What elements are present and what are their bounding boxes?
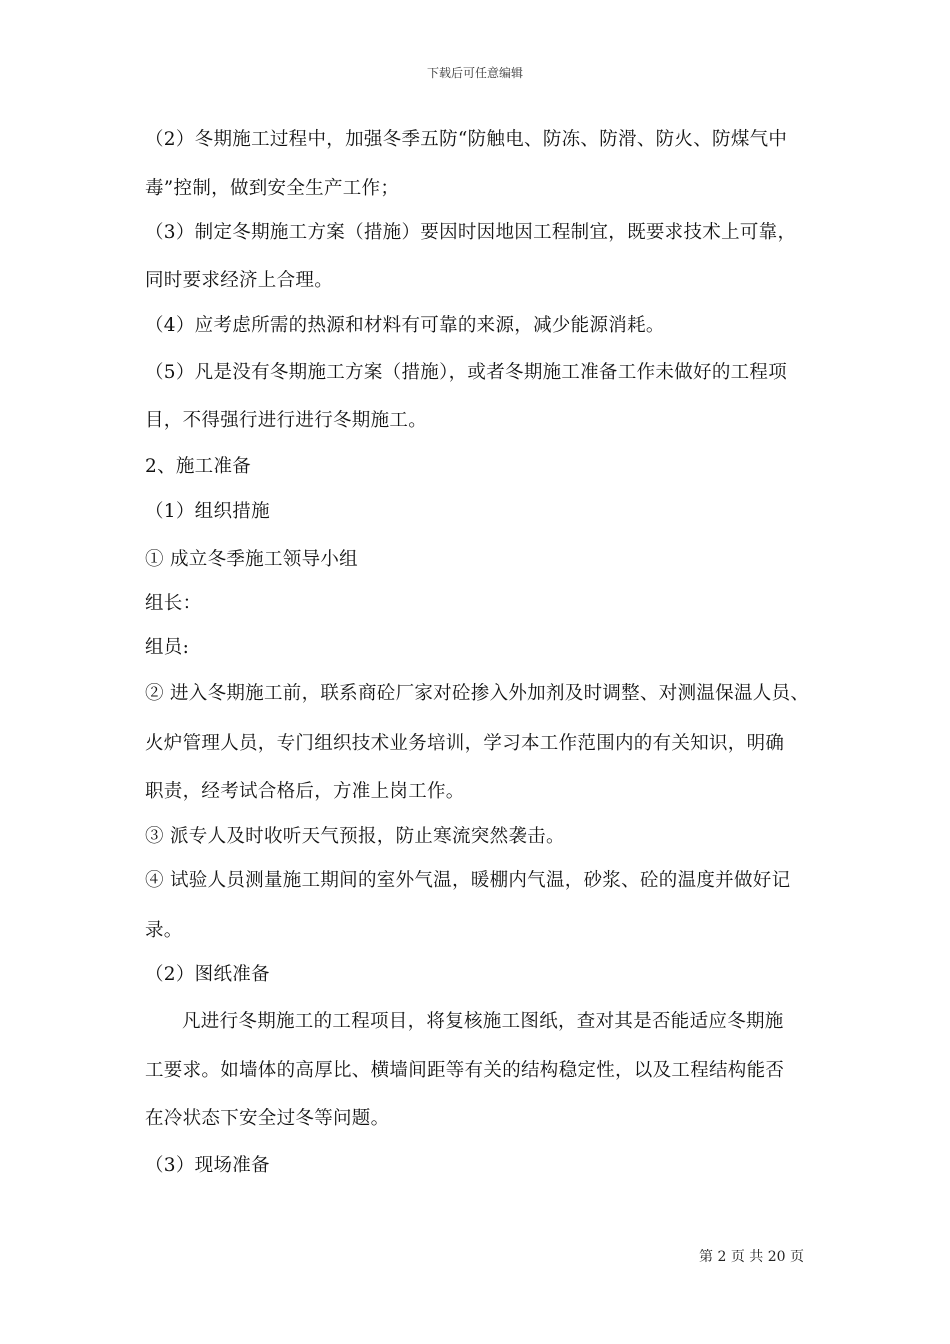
paragraph-line: 工要求。如墙体的高厚比、横墙间距等有关的结构稳定性，以及工程结构能否 [145, 1060, 785, 1081]
list-item: ① 成立冬季施工领导小组 [145, 549, 358, 570]
page-header: 下载后可任意编辑 [426, 66, 523, 80]
subsection-heading: （3）现场准备 [145, 1155, 270, 1176]
list-item: ④ 试验人员测量施工期间的室外气温，暖棚内气温，砂浆、砼的温度并做好记 [145, 870, 791, 891]
paragraph-line: 同时要求经济上合理。 [145, 270, 334, 291]
paragraph-line: 目，不得强行进行进行冬期施工。 [145, 410, 428, 431]
section-heading: 2、施工准备 [145, 456, 252, 477]
paragraph-line: （2）冬期施工过程中，加强冬季五防“防触电、防冻、防滑、防火、防煤气中 [145, 129, 788, 150]
paragraph-line: 凡进行冬期施工的工程项目，将复核施工图纸，查对其是否能适应冬期施 [182, 1011, 784, 1032]
subsection-heading: （1）组织措施 [145, 501, 270, 522]
list-item: 组员: [145, 637, 190, 658]
subsection-heading: （2）图纸准备 [145, 964, 270, 985]
paragraph-line: （3）制定冬期施工方案（措施）要因时因地因工程制宜，既要求技术上可靠， [145, 222, 797, 243]
paragraph-line: 在冷状态下安全过冬等问题。 [145, 1108, 390, 1129]
paragraph-line: 职责，经考试合格后，方准上岗工作。 [145, 781, 465, 802]
paragraph-line: 录。 [145, 920, 183, 941]
paragraph-line: 火炉管理人员，专门组织技术业务培训，学习本工作范围内的有关知识，明确 [145, 733, 785, 754]
paragraph-line: （5）凡是没有冬期施工方案（措施），或者冬期施工准备工作未做好的工程项 [145, 362, 788, 383]
list-item: ③ 派专人及时收听天气预报，防止寒流突然袭击。 [145, 826, 565, 847]
paragraph-line: 毒”控制，做到安全生产工作； [145, 178, 400, 199]
list-item: 组长： [145, 593, 202, 614]
list-item: ② 进入冬期施工前，联系商砼厂家对砼掺入外加剂及时调整、对测温保温人员、 [145, 683, 810, 704]
paragraph-line: （4）应考虑所需的热源和材料有可靠的来源，减少能源消耗。 [145, 315, 665, 336]
page-number: 第 2 页 共 20 页 [699, 1249, 804, 1265]
